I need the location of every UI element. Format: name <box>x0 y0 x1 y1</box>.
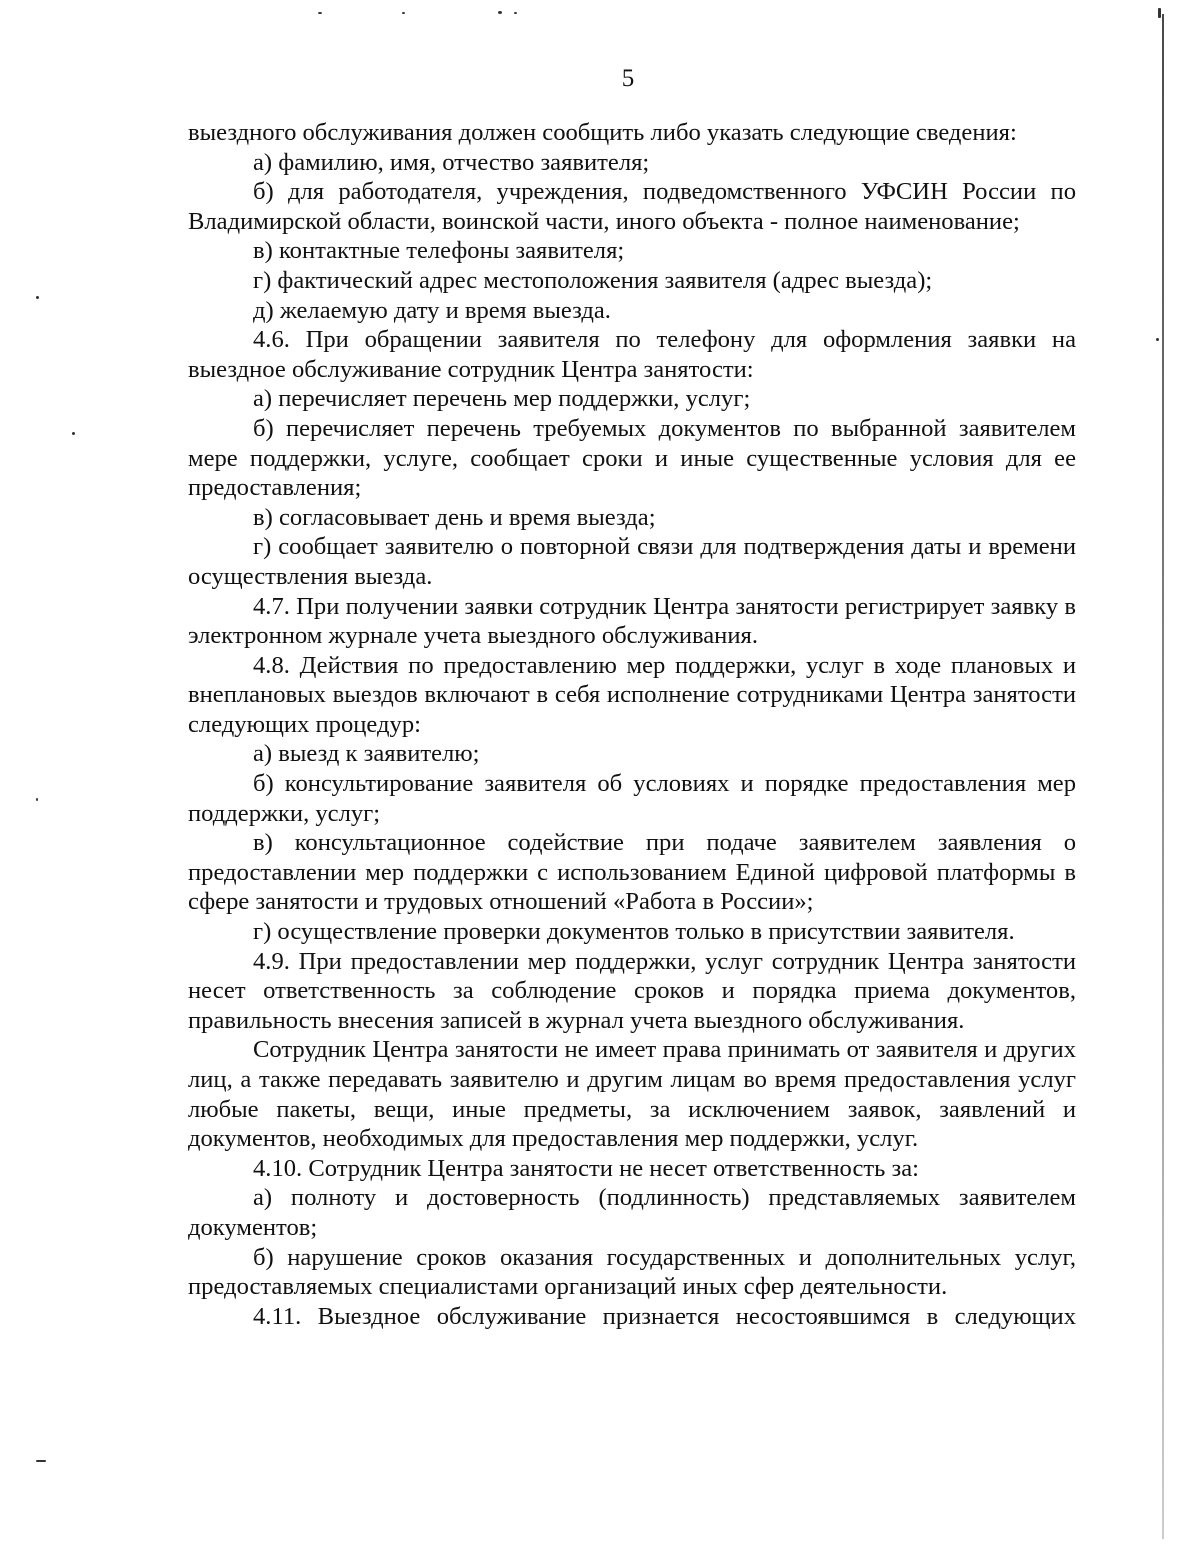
list-item-a-visit: а) выезд к заявителю; <box>253 740 480 768</box>
scan-speck <box>402 12 405 14</box>
list-item-g-address: г) фактический адрес местоположения заявителя (адрес выезда); <box>253 266 933 294</box>
list-item-a-fio: а) фамилию, имя, отчество заявителя; <box>253 148 650 176</box>
list-item-v-platform: в) консультационное содействие при подаче заявителем заявления о предоставлении мер поддержки с использованием Единой цифровой платформы в сфере занятости и трудовых отношений «Работа в России»; <box>188 829 1076 916</box>
list-item-d-date: д) желаемую дату и время выезда. <box>253 296 611 324</box>
scan-speck <box>318 12 322 14</box>
page-number: 5 <box>621 65 635 92</box>
scan-speck <box>36 296 39 299</box>
list-item-v-phones: в) контактные телефоны заявителя; <box>253 237 625 265</box>
clause-4-9: 4.9. При предоставлении мер поддержки, услуг сотрудник Центра занятости несет ответственность за соблюдение сроков и порядка приема документов, правильность внесения записей в журнал учета выездного обслуживания. <box>188 947 1076 1034</box>
scan-edge-line <box>1162 14 1164 1539</box>
list-item-v-schedule: в) согласовывает день и время выезда; <box>253 503 656 531</box>
clause-4-6: 4.6. При обращении заявителя по телефону для оформления заявки на выездное обслуживание сотрудник Центра занятости: <box>188 326 1076 383</box>
list-item-g-verification: г) осуществление проверки документов только в присутствии заявителя. <box>253 918 1015 946</box>
list-item-g-callback: г) сообщает заявителю о повторной связи для подтверждения даты и времени осуществления выезда. <box>188 533 1076 590</box>
list-item-b-documents: б) перечисляет перечень требуемых документов по выбранной заявителем мере поддержки, услуге, сообщает сроки и иные существенные условия для ее предоставления; <box>188 414 1076 502</box>
clause-4-11: 4.11. Выездное обслуживание признается несостоявшимся в следующих <box>253 1302 1076 1330</box>
list-item-b-deadlines: б) нарушение сроков оказания государственных и дополнительных услуг, предоставляемых специалистами организаций иных сфер деятельности. <box>188 1243 1076 1301</box>
scan-speck <box>1158 8 1161 18</box>
paragraph-restrictions: Сотрудник Центра занятости не имеет права принимать от заявителя и других лиц, а также передавать заявителю и другим лицам во время предоставления услуг любые пакеты, вещи, иные предметы, за исключением заявок, заявлений и документов, необходимых для предоставления мер поддержки, услуг. <box>188 1036 1076 1153</box>
scan-speck <box>498 11 502 14</box>
list-item-b-employer: б) для работодателя, учреждения, подведомственного УФСИН России по Владимирской области, воинской части, иного объекта - полное наименование; <box>188 178 1076 235</box>
clause-4-8: 4.8. Действия по предоставлению мер поддержки, услуг в ходе плановых и внеплановых выездов включают в себя исполнение сотрудниками Центра занятости следующих процедур: <box>188 651 1076 738</box>
scan-speck <box>36 798 38 801</box>
document-body <box>188 118 1076 1331</box>
list-item-a-measures: а) перечисляет перечень мер поддержки, услуг; <box>253 385 751 413</box>
list-item-a-completeness: а) полноту и достоверность (подлинность) представляемых заявителем документов; <box>188 1184 1076 1241</box>
clause-4-10: 4.10. Сотрудник Центра занятости не несет ответственность за: <box>253 1154 919 1182</box>
clause-4-7: 4.7. При получении заявки сотрудник Центра занятости регистрирует заявку в электронном журнале учета выездного обслуживания. <box>188 592 1076 650</box>
scan-speck <box>72 432 75 435</box>
list-item-b-consulting: б) консультирование заявителя об условиях и порядке предоставления мер поддержки, услуг; <box>188 770 1076 827</box>
paragraph-intro-continuation: выездного обслуживания должен сообщить либо указать следующие сведения: <box>188 119 1017 146</box>
scan-speck <box>36 1460 46 1462</box>
scan-speck <box>1156 338 1159 341</box>
scan-speck <box>514 12 517 14</box>
